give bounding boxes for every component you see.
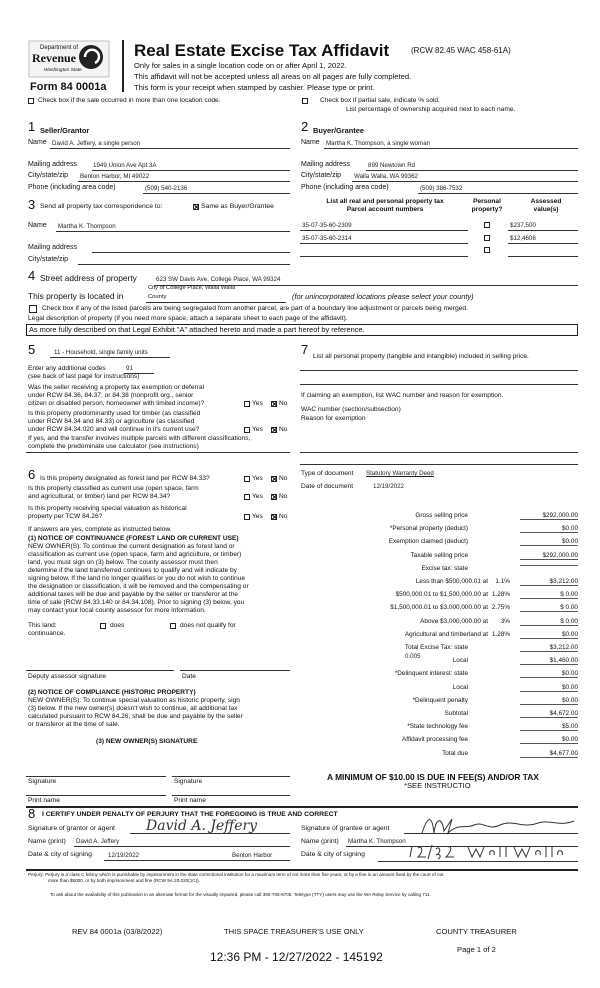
tax-row — [300, 723, 578, 735]
q2-no-checkbox[interactable] — [271, 427, 277, 433]
additional-codes[interactable]: 91 — [126, 365, 133, 372]
doc-date[interactable]: 12/19/2022 — [373, 483, 404, 490]
answered-yes-note: If answers are yes, complete as instructed below. — [28, 526, 172, 533]
tax-row-value[interactable]: $ 0.00 — [520, 591, 578, 599]
notice-compliance-1: NEW OWNER(S): To continue special valuation as historic property, sign — [28, 697, 240, 704]
doc-type[interactable]: Statutory Warranty Deed — [366, 470, 434, 477]
q2-line3: under RCW 84.34.020 and will continue in it's current use? — [28, 426, 200, 433]
partial-sale-sub: List percentage of ownership acquired next to each name. — [346, 106, 516, 113]
tax-row-value[interactable]: $1,460.00 — [520, 657, 578, 665]
tax-row-label: *Delinquent interest: state — [394, 670, 468, 678]
statute-reference: (RCW 82.45 WAC 458-61A) — [411, 46, 511, 55]
section-4-number: 4 — [28, 268, 36, 283]
tax-row-value[interactable]: $0.00 — [520, 631, 578, 639]
s6-q3-no-checkbox[interactable] — [271, 514, 277, 520]
notice-continuance-8: time of sale (RCW 84.33.140 or 84.34.108). Prior to signing (3) below, you — [28, 599, 245, 606]
deputy-date-label: Date — [182, 673, 196, 680]
certify-statement: I CERTIFY UNDER PENALTY OF PERJURY THAT THE FOREGOING IS TRUE AND CORRECT — [42, 811, 338, 818]
tax-row — [300, 512, 578, 524]
tax-row-label: Less than $500,000.01 at — [415, 578, 488, 585]
deputy-signature-label: Deputy assessor signature — [28, 673, 107, 680]
grantee-name[interactable]: Martha K. Thompson — [348, 838, 406, 845]
tax-row — [300, 631, 578, 643]
buyer-mailing-label: Mailing address — [301, 161, 351, 168]
buyer-heading: Buyer/Grantee — [313, 126, 364, 135]
seller-mailing[interactable]: 1949 Union Ave Apt 3A — [93, 162, 157, 169]
assessed-value-1[interactable]: $237,500 — [510, 222, 536, 229]
perjury-notice-1: Perjury: Perjury is a class C felony which is punishable by imprisonment in the state correctional institution for a maximum term of not more than five years, or by a fine in an amount fixed by the court of not — [28, 872, 444, 877]
segregated-label: Check box if any of the listed parcels are being segregated from another parcel, are part of a boundary line adjustment or parcels being merged. — [42, 305, 469, 312]
grantee-signature-label: Signature of grantee or agent — [301, 825, 390, 832]
revenue-logo — [28, 40, 110, 78]
buyer-phone[interactable]: (509) 386-7532 — [420, 185, 463, 192]
doc-date-label: Date of document — [301, 483, 354, 490]
does-qualify-checkbox[interactable] — [100, 623, 106, 629]
assessed-value-2[interactable]: $12,4606 — [510, 235, 536, 242]
grantee-date-handwriting — [406, 843, 578, 861]
use-code[interactable]: 11 - Household, single family units — [54, 349, 148, 356]
tax-row-rate: 1.28% — [491, 591, 510, 599]
tax-row — [300, 697, 578, 709]
personal-property-checkbox-2[interactable] — [484, 235, 490, 241]
tax-row-value[interactable]: $3,212.00 — [520, 578, 578, 586]
personal-property-checkbox-3[interactable] — [484, 247, 490, 253]
section-2-number: 2 — [301, 119, 309, 134]
personal-property-checkbox-1[interactable] — [484, 222, 490, 228]
this-land-label: This land: — [28, 622, 57, 629]
section-5-number: 5 — [28, 342, 36, 357]
parcel-number-2[interactable]: 35-07-35-60-2314 — [302, 235, 352, 242]
assessed-col-header: Assessed value(s) — [530, 198, 562, 213]
q2-line2: under RCW 84.34 and 84.33) or agriculture (as classified — [28, 418, 195, 425]
street-address[interactable]: 623 SW Davis Ave, College Place, WA 99324 — [156, 276, 281, 283]
tax-row-value[interactable]: $4,672.00 — [520, 710, 578, 718]
same-as-buyer-label: Same as Buyer/Grantee — [201, 203, 274, 210]
tax-row — [300, 525, 578, 537]
tax-row — [300, 552, 578, 564]
correspondence-name[interactable]: Martha K. Thompson — [58, 223, 116, 230]
tax-row — [300, 591, 578, 603]
personal-col-header: Personal property? — [471, 198, 503, 213]
notice-continuance-2: classification as current use (open space, farm and agriculture, or timber) — [28, 551, 242, 558]
tax-row — [300, 670, 578, 682]
s6-q2-yes-checkbox[interactable] — [244, 494, 250, 500]
treasurer-use-label: THIS SPACE TREASURER'S USE ONLY — [224, 927, 364, 936]
buyer-phone-label: Phone (including area code) — [301, 184, 389, 191]
tax-row-label: Agricultural and timberland at — [404, 630, 488, 638]
header-line-1: Only for sales in a single location code on or after April 1, 2022. — [134, 61, 347, 70]
q2-yes-checkbox[interactable] — [244, 427, 250, 433]
tax-row-rate: 2.75% — [491, 604, 510, 612]
seller-name[interactable]: David A. Jeffery, a single person — [52, 140, 141, 147]
exemption-label: If claiming an exemption, list WAC number and reason for exemption. — [301, 392, 504, 399]
tax-row — [300, 657, 578, 669]
s6-q1-no-label: No — [279, 475, 288, 482]
section-6-number: 6 — [28, 467, 36, 482]
correspondence-name-label: Name — [28, 222, 47, 229]
does-label: does — [110, 622, 125, 629]
correspondence-label: Send all property tax correspondence to: — [40, 203, 163, 210]
s6-q2-no-label: No — [279, 493, 288, 500]
s6-q1: Is this property designated as forest land per RCW 84.33? — [40, 475, 210, 482]
multi-location-checkbox[interactable] — [28, 98, 34, 104]
minimum-fee-notice: A MINIMUM OF $10.00 IS DUE IN FEE(S) AND/OR TAX — [327, 772, 539, 782]
notice-continuance-1: NEW OWNER(S): To continue the current designation as forest land or — [28, 543, 235, 550]
tax-row-label: Total due — [442, 749, 468, 757]
multi-location-label: Check box if the sale occurred in more than one location code. — [38, 97, 221, 104]
q1-no-checkbox[interactable] — [271, 401, 277, 407]
notice-continuance-5: signing below. If the land no longer qualifies or you do not wish to continue — [28, 575, 246, 582]
parcel-col-header: List all real and personal property tax Parcel account numbers — [326, 198, 444, 213]
see-instructions: (see back of last page for instructions) — [28, 373, 140, 380]
new-owner-signature-1: Signature — [28, 778, 57, 785]
buyer-mailing[interactable]: 899 Newtown Rd — [368, 162, 416, 169]
tax-row — [300, 578, 578, 590]
q1-line3: citizen or disabled person, homeowner with limited income)? — [28, 400, 205, 407]
notice-continuance-4: determine if the land transferred continues to qualify and will indicate by — [28, 567, 237, 574]
section-1-number: 1 — [28, 119, 36, 134]
tax-row-label: $1,500,000.01 to $3,000,000.00 at — [390, 604, 488, 612]
same-as-buyer-checkbox[interactable] — [193, 204, 199, 210]
s6-q3-line2: property per TCW 84.26? — [28, 513, 103, 520]
tax-row — [300, 736, 578, 748]
grantor-signature[interactable]: David A. Jeffery — [146, 818, 258, 834]
tax-row — [300, 644, 578, 656]
tax-row — [300, 618, 578, 630]
grantor-signature-label: Signature of grantor or agent — [28, 825, 115, 832]
q2-line1: Is this property predominantly used for timber (as classified — [28, 410, 201, 417]
county-treasurer-label: COUNTY TREASURER — [436, 927, 517, 936]
doc-type-label: Type of document — [301, 470, 354, 477]
tax-row-value[interactable]: $0.00 — [520, 525, 578, 533]
reason-label: Reason for exemption — [301, 415, 366, 422]
s6-q1-yes-label: Yes — [252, 475, 263, 482]
s6-q2-yes-label: Yes — [252, 493, 263, 500]
tax-row-label: *Delinquent penalty — [412, 696, 468, 704]
partial-sale-label: Check box if partial sale, indicate % sold. — [320, 97, 440, 104]
grantor-date-label: Date & city of signing — [28, 851, 92, 858]
logo-line3: Washington State — [44, 68, 82, 73]
tax-row-value[interactable]: $ 0.00 — [520, 604, 578, 612]
s6-q3-line1: Is this property receiving special valuation as historical — [28, 505, 187, 512]
q1-line2: under RCW 84.36, 84.37, or 84.38 (nonprofit org., senior — [28, 392, 194, 399]
new-owner-print-2: Print name — [174, 797, 206, 804]
correspondence-city-label: City/state/zip — [28, 256, 69, 263]
tax-row-label: Taxable selling price — [410, 551, 468, 559]
tax-row-value[interactable]: $0.00 — [520, 670, 578, 678]
notice-continuance-3: land, you must sign on (3) below. The county assessor must then — [28, 559, 218, 566]
s6-q2-line1: Is this property classified as current use (open space, farm — [28, 485, 199, 492]
perjury-notice-2: more than $5000, or by both imprisonment and fine (RCW 9A.20.020(1C)). — [48, 878, 200, 883]
q3-line2: complete the predominate use calculator (see instructions) — [28, 443, 199, 450]
tax-row-value[interactable]: $0.00 — [520, 736, 578, 744]
alternate-format-notice: To ask about the availability of this publication in an alternate format for the visually impaired, please call 360-705-6705. Teletype (TTY) users may use the WA Relay Service by calling 711. — [50, 892, 431, 897]
grantor-name[interactable]: David A. Jeffery — [76, 838, 120, 845]
tax-row-value[interactable]: $0.00 — [520, 697, 578, 705]
page-title: Real Estate Excise Tax Affidavit — [134, 41, 390, 60]
notice-compliance-2: (3) below. If the new owner(s) doesn't wish to continue, all additional tax — [28, 705, 238, 712]
buyer-name-label: Name — [301, 139, 320, 146]
seller-city[interactable]: Benton Harbor, MI 49022 — [80, 173, 150, 180]
tax-row-label: $500,000.01 to $1,500,000.00 at — [395, 591, 488, 599]
buyer-name[interactable]: Martha K. Thompson, a single woman — [326, 140, 431, 147]
q2-no-label: No — [279, 426, 288, 433]
header-line-3: This form is your receipt when stamped by cashier. Please type or print. — [134, 83, 375, 92]
notice-continuance-9: may contact your local county assessor for more information. — [28, 607, 206, 614]
q1-yes-label: Yes — [252, 400, 263, 407]
notice-continuance-title: (1) NOTICE OF CONTINUANCE (FOREST LAND OR CURRENT USE) — [28, 535, 239, 542]
tax-row-rate: 3% — [500, 617, 510, 625]
parcel-number-1[interactable]: 35-07-35-60-2309 — [302, 222, 352, 229]
tax-row-value[interactable]: $292,000.00 — [520, 552, 578, 560]
unincorporated-note: (for unincorporated locations please select your county) — [292, 292, 474, 301]
section-7-number: 7 — [301, 342, 309, 357]
s6-q2-no-checkbox[interactable] — [271, 494, 277, 500]
section-3-number: 3 — [28, 197, 36, 212]
tax-row-label: Total Excise Tax: state — [404, 644, 468, 651]
tax-row-label: Local — [452, 657, 468, 665]
tax-row-label: Above $3,000,000.00 at — [420, 617, 488, 625]
located-in-label: This property is located in — [28, 291, 124, 301]
tax-row — [300, 538, 578, 550]
cashier-stamp: 12:36 PM - 12/27/2022 - 145192 — [210, 950, 383, 964]
revision-label: REV 84 0001a (03/8/2022) — [72, 927, 163, 936]
s6-q3-yes-checkbox[interactable] — [244, 514, 250, 520]
new-owner-signature-2: Signature — [174, 778, 203, 785]
tax-row-label: *Personal property (deduct) — [389, 525, 468, 533]
logo-line2: Revenue — [32, 51, 76, 65]
tax-row — [300, 565, 578, 577]
notice-continuance-7: additional taxes will be due and payable by the seller or transferor at the — [28, 591, 239, 598]
tax-row-label: Affidavit processing fee — [402, 736, 468, 744]
tax-row-value[interactable] — [520, 565, 578, 566]
seller-phone-label: Phone (including area code) — [28, 184, 116, 191]
local-rate: 0.005 — [405, 653, 421, 660]
s6-q1-no-checkbox[interactable] — [271, 476, 277, 482]
segregated-checkbox[interactable] — [29, 305, 37, 313]
tax-row-value[interactable]: $0.00 — [520, 538, 578, 546]
page-number: Page 1 of 2 — [457, 945, 496, 954]
notice-compliance-4: or transferor at the time of sale. — [28, 721, 120, 728]
header-line-2: This affidavit will not be accepted unless all areas on all pages are fully completed. — [134, 72, 412, 81]
tax-row — [300, 684, 578, 696]
tax-row-value[interactable]: $0.00 — [520, 684, 578, 692]
notice-compliance-title: (2) NOTICE OF COMPLIANCE (HISTORIC PROPERTY) — [28, 689, 196, 696]
tax-row-label: Excise tax: state — [421, 564, 468, 572]
tax-row-label: Local — [452, 683, 468, 691]
grantee-date-label: Date & city of signing — [301, 851, 365, 858]
form-number: Form 84 0001a — [30, 81, 107, 93]
new-owner-print-1: Print name — [28, 797, 60, 804]
tax-row — [300, 750, 578, 762]
s6-q3-no-label: No — [279, 513, 288, 520]
grantee-name-label: Name (print) — [301, 838, 339, 845]
continuance-label: continuance. — [28, 630, 66, 637]
tax-row-label: Exemption claimed (deduct) — [388, 538, 468, 546]
tax-row — [300, 710, 578, 722]
does-not-qualify-checkbox[interactable] — [170, 623, 176, 629]
seller-name-label: Name — [28, 139, 47, 146]
legal-description-label: Legal description of property (if you need more space, attach a separate sheet to each page of the affidavit). — [28, 315, 348, 322]
tax-row-label: Gross selling price — [415, 512, 468, 519]
wac-label: WAC number (section/subsection) — [301, 406, 401, 413]
tax-row — [300, 604, 578, 616]
seller-heading: Seller/Grantor — [40, 126, 90, 135]
buyer-city[interactable]: Walla Walla, WA 99362 — [354, 173, 418, 180]
logo-line1: Department of — [40, 45, 79, 51]
grantor-name-label: Name (print) — [28, 838, 66, 845]
grantor-date[interactable]: 12/19/2022 — [108, 852, 139, 859]
county-field[interactable]: County — [148, 294, 167, 300]
notice-compliance-3: calculated pursuant to RCW 84.26, shall be due and payable by the seller — [28, 713, 243, 720]
seller-phone[interactable]: (509) 540-2136 — [145, 185, 188, 192]
q1-yes-checkbox[interactable] — [244, 401, 250, 407]
tax-row-value[interactable]: $292,000.00 — [520, 512, 578, 520]
personal-property-label: List all personal property (tangible and intangible) included in selling price. — [313, 353, 529, 360]
seller-mailing-label: Mailing address — [28, 161, 78, 168]
tax-row-value[interactable]: $ 0.00 — [520, 618, 578, 626]
street-address-label: Street address of property — [40, 273, 137, 283]
tax-row-label: Subtotal — [444, 710, 468, 717]
grantor-city[interactable]: Benton Harbor — [232, 852, 273, 859]
tax-row-label: *State technology fee — [407, 723, 468, 731]
does-not-label: does not qualify for — [180, 622, 236, 629]
see-instructions-note: *SEE INSTRUCTIO — [404, 781, 471, 790]
tax-row-rate: 1.1% — [495, 578, 510, 585]
buyer-city-label: City/state/zip — [301, 172, 342, 179]
partial-sale-checkbox[interactable] — [302, 98, 308, 104]
s6-q1-yes-checkbox[interactable] — [244, 476, 250, 482]
section-8-number: 8 — [28, 806, 36, 821]
tax-row-rate: 1.28% — [491, 630, 510, 638]
q1-line1: Was the seller receiving a property tax exemption or deferral — [28, 384, 205, 391]
q2-yes-label: Yes — [252, 426, 263, 433]
q3-line1: If yes, and the transfer involves multiple parcels with different classifications, — [28, 435, 251, 442]
legal-description-box[interactable] — [26, 324, 578, 336]
seller-city-label: City/state/zip — [28, 172, 69, 179]
tax-row-value[interactable]: $4,677.00 — [520, 750, 578, 758]
notice-continuance-6: the designation or classification, it will be removed and the compensating or — [28, 583, 249, 590]
s6-q3-yes-label: Yes — [252, 513, 263, 520]
additional-codes-label: Enter any additional codes — [28, 365, 106, 372]
tax-row-value[interactable]: $3,212.00 — [520, 644, 578, 652]
city-note: City of College Place, Walla Walla — [148, 285, 236, 291]
tax-row-value[interactable]: $5.00 — [520, 723, 578, 731]
legal-description-value: As more fully described on that Legal Exhibit "A" attached hereto and made a part hereof by reference. — [29, 325, 365, 334]
s6-q2-line2: and agricultural, or timber) land per RCW 84.34? — [28, 493, 171, 500]
correspondence-mailing-label: Mailing address — [28, 244, 78, 251]
q1-no-label: No — [279, 400, 288, 407]
new-owner-signature-heading: (3) NEW OWNER(S) SIGNATURE — [96, 738, 198, 745]
